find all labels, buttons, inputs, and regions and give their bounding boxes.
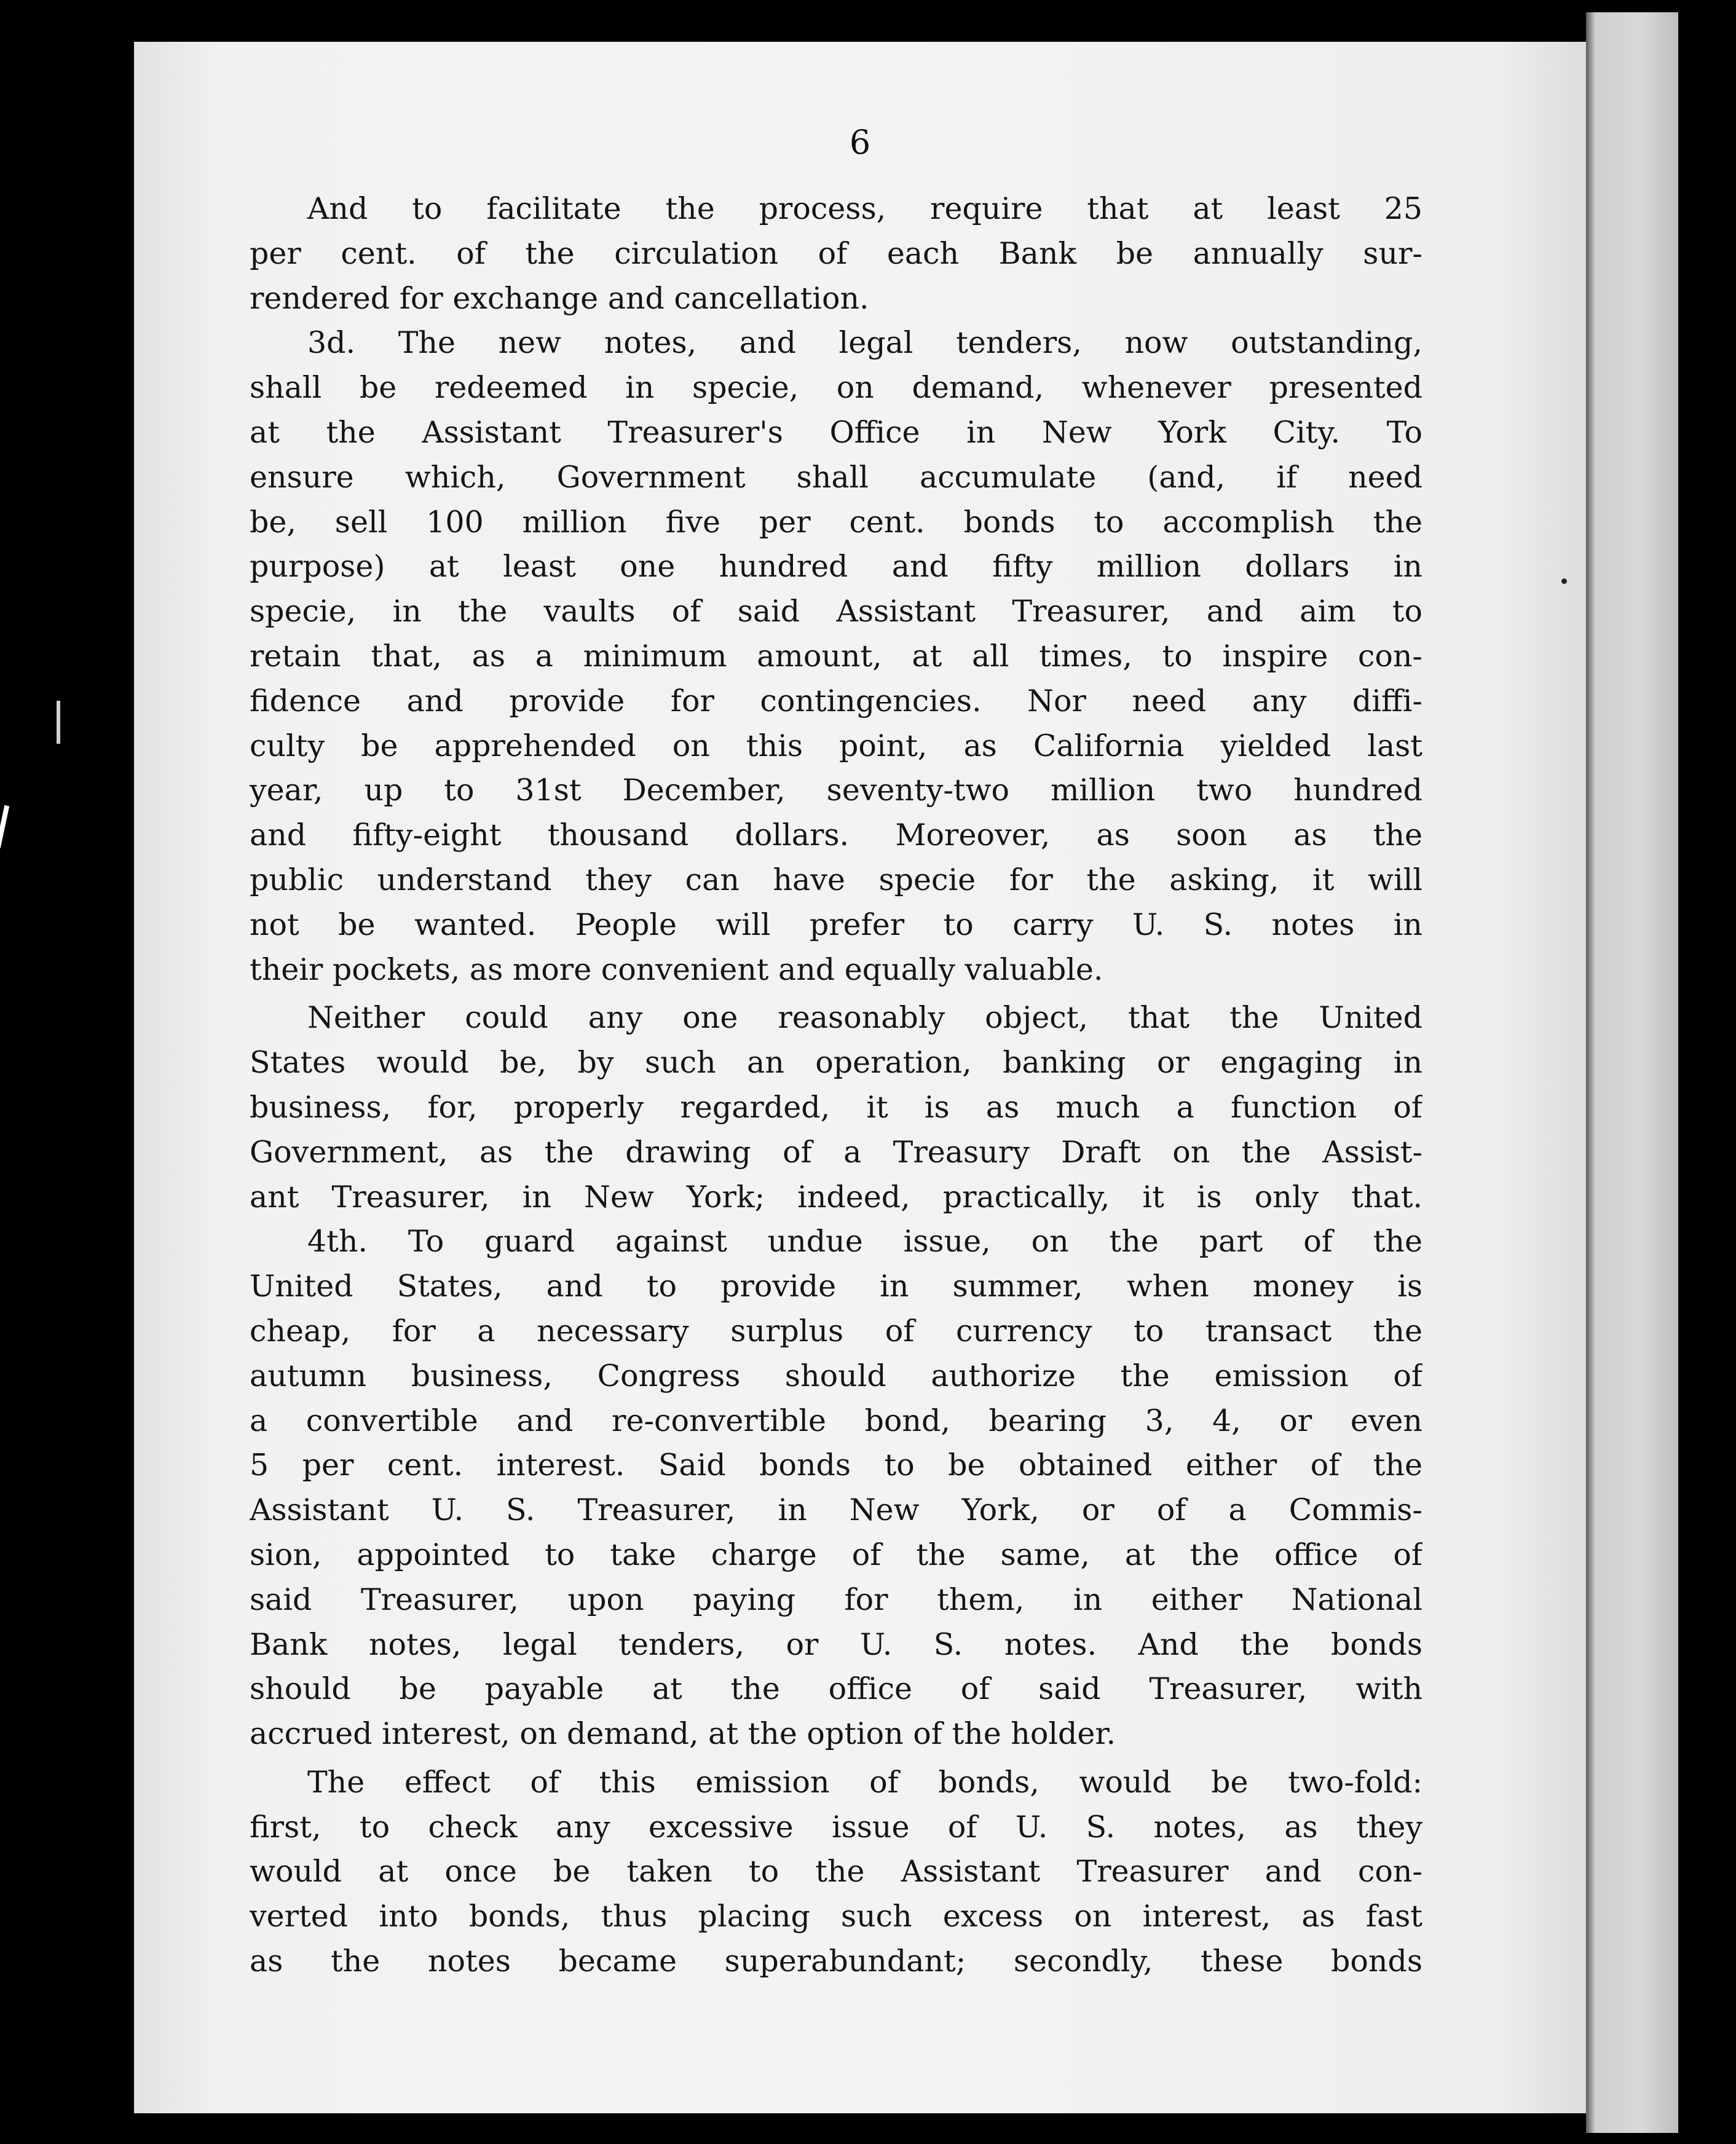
text-line: The effect of this emission of bonds, would be two-fold: [307,1764,1422,1800]
text-line: year, up to 31st December, seventy-two million two hundred [250,773,1422,808]
text-line: culty be apprehended on this point, as California yielded last [250,728,1422,763]
text-line: ant Treasurer, in New York; indeed, practically, it is only that. [250,1179,1422,1215]
text-line: 3d. The new notes, and legal tenders, now outstanding, [307,325,1422,361]
text-line: shall be redeemed in specie, on demand, whenever presented [250,370,1422,406]
ink-speck [1561,578,1567,584]
document-page [134,42,1586,2113]
scan-artifact-mark [0,805,9,848]
text-line: fidence and provide for contingencies. Nor need any diffi- [250,683,1422,719]
text-line: retain that, as a minimum amount, at all times, to inspire con- [250,638,1422,674]
text-line: business, for, properly regarded, it is as much a function of [250,1089,1422,1125]
text-line: verted into bonds, thus placing such excess on interest, as fast [250,1899,1422,1934]
text-line: 5 per cent. interest. Said bonds to be obtained either of the [250,1448,1422,1483]
text-line: Neither could any one reasonably object, that the United [307,1000,1422,1036]
text-line: Bank notes, legal tenders, or U. S. notes. And the bonds [250,1626,1422,1662]
text-line: ensure which, Government shall accumulate (and, if need [250,459,1422,495]
text-line: said Treasurer, upon paying for them, in either National [250,1582,1422,1617]
text-line: would at once be taken to the Assistant Treasurer and con- [250,1854,1422,1890]
text-line: And to facilitate the process, require that at least 25 [307,191,1422,226]
page-number: 6 [849,123,871,162]
text-line: public understand they can have specie for the asking, it will [250,862,1422,897]
text-line: sion, appointed to take charge of the same, at the office of [250,1537,1422,1572]
text-line: be, sell 100 million five per cent. bonds to accomplish the [250,504,1422,540]
text-line: as the notes became superabundant; secondly, these bonds [250,1944,1422,1979]
text-line: not be wanted. People will prefer to carry U. S. notes in [250,907,1422,942]
text-line: a convertible and re-convertible bond, bearing 3, 4, or even [250,1403,1422,1438]
text-line: United States, and to provide in summer, when money is [250,1269,1422,1304]
text-line: accrued interest, on demand, at the option of the holder. [250,1716,1116,1752]
text-line: at the Assistant Treasurer's Office in New York City. To [250,414,1422,450]
text-line: States would be, by such an operation, banking or engaging in [250,1045,1422,1081]
text-line: cheap, for a necessary surplus of currency to transact the [250,1313,1422,1349]
text-line: their pockets, as more convenient and equally valuable. [250,952,1103,987]
text-line: specie, in the vaults of said Assistant Treasurer, and aim to [250,594,1422,629]
text-line: per cent. of the circulation of each Bank be annually sur- [250,235,1422,271]
text-line: Assistant U. S. Treasurer, in New York, or of a Commis- [250,1492,1422,1528]
text-line: purpose) at least one hundred and fifty million dollars in [250,549,1422,585]
adjacent-page-edge [1586,12,1678,2133]
text-line: 4th. To guard against undue issue, on the part of the [307,1224,1422,1259]
book-spine-shadow [1678,0,1736,2144]
text-line: Government, as the drawing of a Treasury Draft on the Assist- [250,1134,1422,1170]
body-text [250,187,1422,1984]
text-line: first, to check any excessive issue of U. S. notes, as they [250,1809,1422,1845]
text-line: autumn business, Congress should authorize the emission of [250,1358,1422,1393]
text-line: rendered for exchange and cancellation. [250,280,869,316]
text-line: and fifty-eight thousand dollars. Moreover, as soon as the [250,818,1422,853]
scan-artifact-mark [57,701,60,744]
text-line: should be payable at the office of said Treasurer, with [250,1671,1422,1707]
